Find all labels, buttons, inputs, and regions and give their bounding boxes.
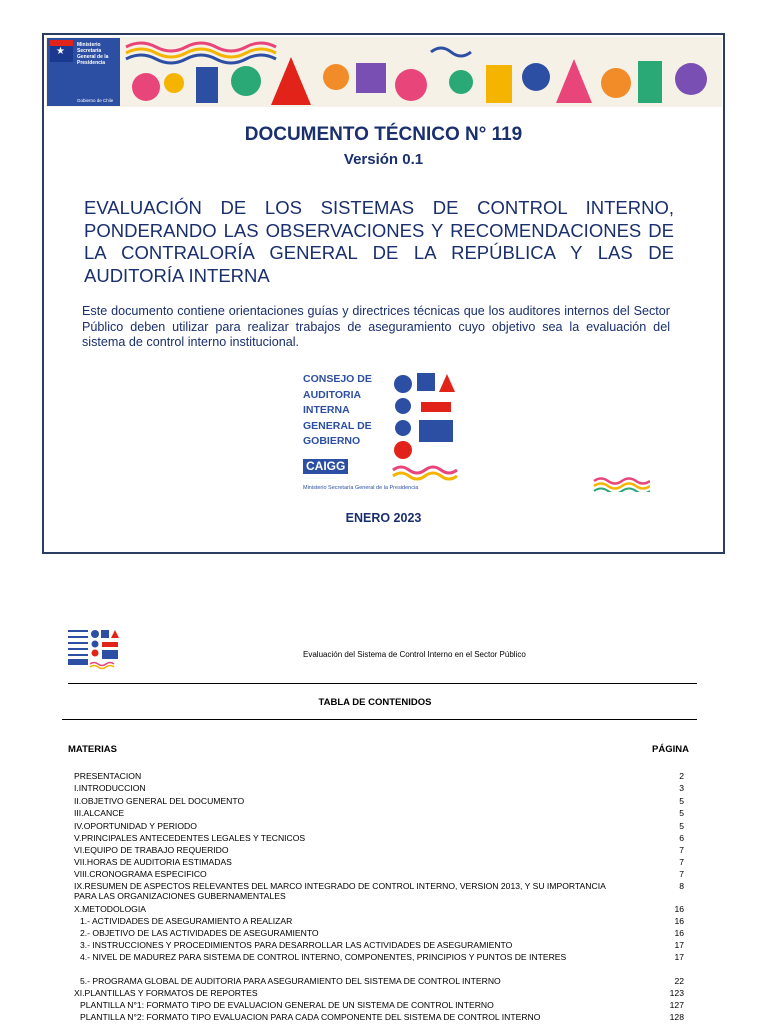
toc-entry-label: 2.- OBJETIVO DE LAS ACTIVIDADES DE ASEGURAMIENTO: [80, 928, 319, 938]
star-icon: ★: [56, 46, 65, 57]
document-title: DOCUMENTO TÉCNICO N° 119: [244, 124, 523, 145]
toc-entry-label: PRESENTACION: [74, 771, 142, 781]
toc-entry-label: IX.RESUMEN DE ASPECTOS RELEVANTES DEL MARCO INTEGRADO DE CONTROL INTERNO, VERSION 2013, Y SU IMPORTANCIA PARA LAS ORGANIZACIONES GUBERNAMENTALES: [74, 881, 606, 901]
document-date: ENERO 2023: [345, 511, 422, 525]
toc-entry-page: 123: [669, 988, 684, 998]
toc-column-materias: MATERIAS: [68, 744, 117, 755]
caigg-logo: [303, 370, 463, 496]
toc-entry-label: PLANTILLA N°2: FORMATO TIPO EVALUACION PARA CADA COMPONENTE DEL SISTEMA DE CONTROL INTERNO: [80, 1012, 541, 1022]
caigg-badge: CAIGG: [303, 459, 348, 474]
toc-entry-page: 8: [679, 881, 684, 891]
toc-entry-label: IV.OPORTUNIDAD Y PERIODO: [74, 821, 197, 831]
caigg-emblem: [389, 370, 459, 482]
wave-decoration: [592, 476, 650, 492]
toc-entry-page: 7: [679, 845, 684, 855]
running-header: Evaluación del Sistema de Control Interno en el Sector Público: [303, 650, 526, 659]
ministry-label: Ministerio Secretaría General de la Presidencia: [77, 42, 109, 66]
government-logo: [47, 38, 120, 106]
toc-title: TABLA DE CONTENIDOS: [318, 697, 432, 708]
toc-entry-page: 5: [679, 796, 684, 806]
toc-entry-page: 16: [674, 928, 684, 938]
toc-entry-page: 2: [679, 771, 684, 781]
logo-line: CONSEJO DE: [303, 373, 372, 385]
toc-column-pagina: PÁGINA: [652, 744, 689, 755]
toc-entry-label: 3.- INSTRUCCIONES Y PROCEDIMIENTOS PARA DESARROLLAR LAS ACTIVIDADES DE ASEGURAMIENTO: [80, 940, 513, 950]
divider: [62, 719, 697, 720]
divider: [68, 683, 697, 684]
logo-line: GENERAL DE: [303, 419, 372, 432]
toc-entry-label: V.PRINCIPALES ANTECEDENTES LEGALES Y TECNICOS: [74, 833, 306, 843]
toc-entry-label: II.OBJETIVO GENERAL DEL DOCUMENTO: [74, 796, 245, 806]
document-version: Versión 0.1: [343, 151, 424, 168]
caigg-subtitle: Ministerio Secretaría General de la Presidencia: [303, 485, 419, 491]
toc-entry-page: 16: [674, 904, 684, 914]
toc-entry-page: 3: [679, 783, 684, 793]
toc-entry-page: 17: [674, 940, 684, 950]
caigg-logo-text: [303, 372, 372, 450]
toc-entry-label: 5.- PROGRAMA GLOBAL DE AUDITORIA PARA ASEGURAMIENTO DEL SISTEMA DE CONTROL INTERNO: [80, 976, 501, 986]
document-heading: EVALUACIÓN DE LOS SISTEMAS DE CONTROL INTERNO, PONDERANDO LAS OBSERVACIONES Y RECOMENDACIONES DE LA CONTRALORÍA GENERAL DE LA REPÚBLICA Y LAS DE AUDITORÍA INTERNA: [84, 197, 674, 286]
toc-entry-page: 5: [679, 808, 684, 818]
toc-entry-label: 1.- ACTIVIDADES DE ASEGURAMIENTO A REALIZAR: [80, 916, 293, 926]
toc-entry-page: 7: [679, 869, 684, 879]
toc-entry-label: XI.PLANTILLAS Y FORMATOS DE REPORTES: [74, 988, 258, 998]
toc-entry-page: 22: [674, 976, 684, 986]
toc-entry-page: 5: [679, 821, 684, 831]
toc-entry-page: 6: [679, 833, 684, 843]
logo-line: INTERNA: [303, 404, 350, 416]
toc-entry-page: 127: [669, 1000, 684, 1010]
toc-entry-label: PLANTILLA N°1: FORMATO TIPO DE EVALUACION GENERAL DE UN SISTEMA DE CONTROL INTERNO: [80, 1000, 494, 1010]
toc-entry-page: 128: [669, 1012, 684, 1022]
toc-entry-page: 16: [674, 916, 684, 926]
toc-entry-label: X.METODOLOGIA: [74, 904, 146, 914]
toc-entry-label: III.ALCANCE: [74, 808, 125, 818]
gobierno-label: Gobierno de Chile: [77, 98, 114, 103]
toc-entry-label: VI.EQUIPO DE TRABAJO REQUERIDO: [74, 845, 229, 855]
toc-entry-label: 4.- NIVEL DE MADUREZ PARA SISTEMA DE CONTROL INTERNO, COMPONENTES, PRINCIPIOS Y PUNTOS DE INTERES: [80, 952, 567, 962]
toc-entry-label: VIII.CRONOGRAMA ESPECIFICO: [74, 869, 207, 879]
toc-entry-page: 17: [674, 952, 684, 962]
toc-entry-label: VII.HORAS DE AUDITORIA ESTIMADAS: [74, 857, 232, 867]
caigg-small-logo: [68, 628, 120, 670]
illustrated-banner: [46, 37, 722, 107]
toc-entry-page: 7: [679, 857, 684, 867]
logo-line: AUDITORIA: [303, 388, 362, 401]
logo-line: GOBIERNO: [303, 435, 361, 447]
cover-page: [42, 33, 725, 554]
toc-entry-label: I.INTRODUCCION: [74, 783, 146, 793]
document-description: Este documento contiene orientaciones guías y directrices técnicas que los auditores internos del Sector Público deben utilizar para realizar trabajos de aseguramiento cuyo objetivo sea la evaluación del sistema de control interno institucional.: [82, 304, 670, 349]
